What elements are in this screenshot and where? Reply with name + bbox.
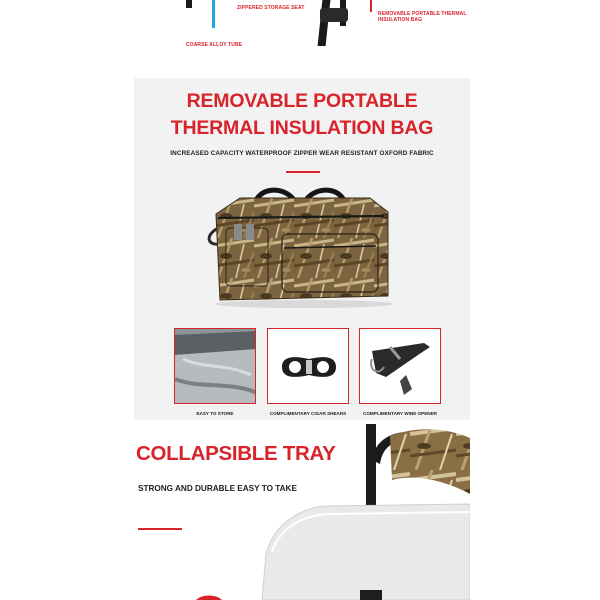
tray-subtitle: STRONG AND DURABLE EASY TO TAKE bbox=[138, 484, 297, 493]
caption-storage-seat: ZIPPERED STORAGE SEAT bbox=[237, 5, 305, 11]
bag-interior-image bbox=[175, 329, 256, 404]
wine-opener-image bbox=[360, 329, 441, 404]
thumbnail-cigar-shears bbox=[267, 328, 349, 404]
red-divider bbox=[138, 528, 182, 530]
callout-line bbox=[370, 0, 372, 12]
thumbnail-bag-interior bbox=[174, 328, 256, 404]
thermal-bag-panel bbox=[134, 78, 470, 420]
red-divider bbox=[286, 171, 320, 173]
bag-features-text: INCREASED CAPACITY WATERPROOF ZIPPER WEAR RESISTANT OXFORD FABRIC bbox=[170, 150, 434, 157]
cigar-shears-image bbox=[268, 329, 349, 404]
tray-title: COLLAPSIBLE TRAY bbox=[136, 442, 336, 465]
top-feature-strip bbox=[134, 0, 470, 74]
chair-leg-left bbox=[186, 0, 192, 8]
thumbnail-label: EASY TO STORE bbox=[196, 411, 234, 416]
thumbnail-label: COMPLIMENTARY WINE OPENER bbox=[363, 411, 437, 416]
chair-hinge bbox=[320, 8, 348, 22]
chair-leg-right bbox=[318, 0, 331, 46]
thumbnail-label: COMPLIMENTARY CIGAR SHEARS bbox=[269, 411, 347, 416]
caption-alloy-tube: COARSE ALLOY TUBE bbox=[186, 42, 243, 48]
bag-title-line2: THERMAL INSULATION BAG bbox=[170, 117, 434, 139]
bag-title-line1: REMOVABLE PORTABLE bbox=[186, 90, 418, 112]
collapsible-tray-panel bbox=[134, 424, 470, 600]
thumbnail-wine-opener bbox=[359, 328, 441, 404]
callout-line bbox=[212, 0, 215, 28]
caption-insulation-bag: REMOVABLE PORTABLE THERMAL INSULATION BAG bbox=[378, 11, 467, 23]
